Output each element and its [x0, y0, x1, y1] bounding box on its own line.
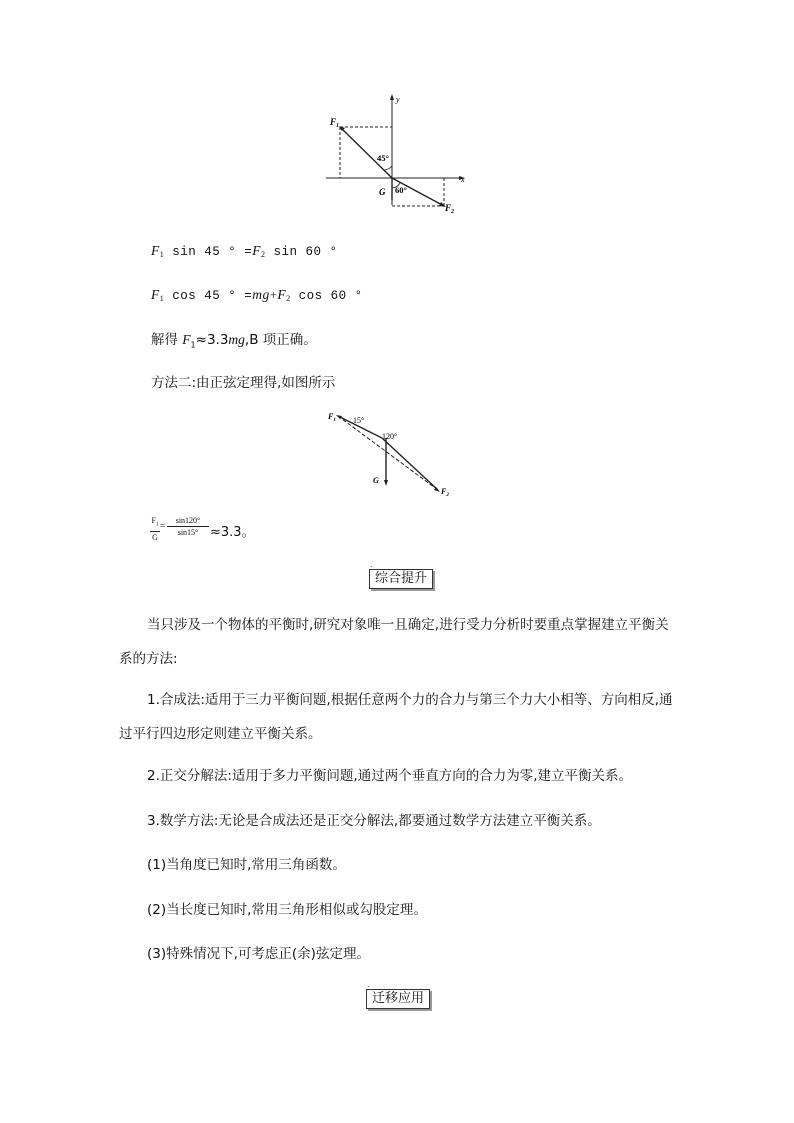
angle-label-120: 120° — [382, 432, 398, 441]
method-subitem-3: (3)特殊情况下,可考虑正(余)弦定理。 — [147, 946, 370, 962]
y-label: y — [396, 95, 400, 104]
angle-label-45: 45° — [377, 153, 389, 163]
fraction-f1-over-g: $F_1$ G — [151, 516, 159, 542]
angle-label-60: 60° — [395, 185, 407, 195]
f2-side — [382, 438, 438, 490]
g-arrowhead — [384, 480, 388, 486]
section-header-comprehensive: ˙ 综合提升 — [369, 569, 433, 589]
intro-paragraph: 当只涉及一个物体的平衡时,研究对象唯一且确定,进行受力分析时要重点掌握建立平衡关系的方法: — [119, 617, 669, 667]
force-diagram-axes — [320, 92, 480, 216]
method-item-2: 2.正交分解法:适用于多力平衡问题,通过两个垂直方向的合力为零,建立平衡关系。 — [147, 768, 633, 784]
f1-label: $F_1$ — [328, 412, 336, 423]
section-header-transfer: ˙ 迁移应用 — [366, 989, 430, 1009]
fraction-sine-ratio: sin120° sin15° — [167, 515, 209, 539]
x-label: x — [461, 175, 465, 184]
method-item-3: 3.数学方法:无论是合成法还是正交分解法,都要通过数学方法建立平衡关系。 — [147, 813, 601, 829]
g-label: G — [379, 187, 386, 197]
equation-sin: $F_1$ sin 45 ° $=F_2$ sin 60 ° — [151, 243, 338, 259]
resultant-dashed — [338, 416, 438, 490]
angle-label-15: 15° — [353, 416, 365, 425]
equation-cos: $F_1$ cos 45 ° $=mg+F_2$ cos 60 ° — [151, 287, 363, 303]
f2-label: $F_2$ — [445, 203, 455, 215]
method-subitem-2: (2)当长度已知时,常用三角形相似或勾股定理。 — [147, 902, 427, 918]
method-item-1: 1.合成法:适用于三力平衡问题,根据任意两个力的合力与第三个力大小相等、方向相反,通过平行四边形定则建立平衡关系。 — [119, 692, 673, 742]
method-subitem-1: (1)当角度已知时,常用三角函数。 — [147, 857, 346, 873]
result-line: 解得 $F_1\approx 3.3mg,B$ 项正确。 — [151, 332, 317, 350]
force-triangle-diagram — [322, 406, 462, 498]
method-two-text: 方法二:由正弦定理得,如图所示 — [151, 375, 336, 391]
f1-label: $F_1$ — [330, 117, 340, 129]
g-label: G — [373, 476, 379, 485]
angle-arc-45 — [384, 166, 392, 170]
y-axis-arrow — [390, 94, 394, 100]
f2-label: $F_2$ — [441, 487, 449, 498]
